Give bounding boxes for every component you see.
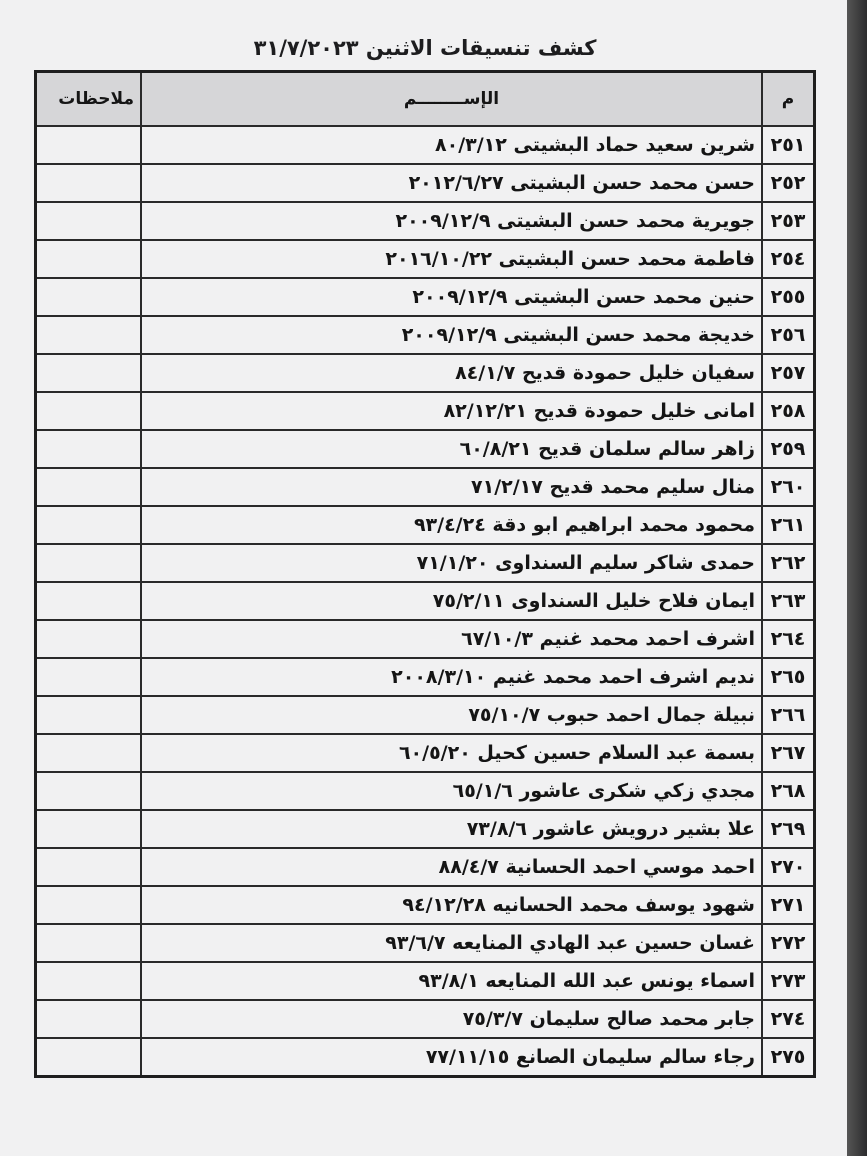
table-row — [36, 696, 815, 734]
header-notes: ملاحظات — [36, 72, 142, 127]
table-header — [36, 72, 815, 127]
row-number: ٢٥١ — [762, 126, 815, 164]
roster-table — [34, 70, 816, 1078]
row-number: ٢٦١ — [762, 506, 815, 544]
row-name: امانى خليل حمودة قديح ٨٢/١٢/٢١ — [141, 392, 762, 430]
row-number: ٢٦٠ — [762, 468, 815, 506]
row-name: جويرية محمد حسن البشيتى ٢٠٠٩/١٢/٩ — [141, 202, 762, 240]
row-name: شرين سعيد حماد البشيتى ٨٠/٣/١٢ — [141, 126, 762, 164]
table-row — [36, 164, 815, 202]
row-notes — [36, 620, 142, 658]
table-row — [36, 392, 815, 430]
table-row — [36, 924, 815, 962]
table-row — [36, 468, 815, 506]
table-row — [36, 658, 815, 696]
row-notes — [36, 354, 142, 392]
table-row — [36, 810, 815, 848]
row-name: منال سليم محمد قديح ٧١/٢/١٧ — [141, 468, 762, 506]
table-row — [36, 1038, 815, 1077]
row-number: ٢٦٣ — [762, 582, 815, 620]
table-row — [36, 734, 815, 772]
row-number: ٢٧٢ — [762, 924, 815, 962]
row-number: ٢٥٦ — [762, 316, 815, 354]
table-row — [36, 126, 815, 164]
row-notes — [36, 278, 142, 316]
row-notes — [36, 544, 142, 582]
row-notes — [36, 772, 142, 810]
table-row — [36, 1000, 815, 1038]
row-notes — [36, 506, 142, 544]
row-number: ٢٥٥ — [762, 278, 815, 316]
row-name: فاطمة محمد حسن البشيتى ٢٠١٦/١٠/٢٢ — [141, 240, 762, 278]
row-number: ٢٥٩ — [762, 430, 815, 468]
row-notes — [36, 392, 142, 430]
row-notes — [36, 164, 142, 202]
table-row — [36, 240, 815, 278]
row-name: سفيان خليل حمودة قديح ٨٤/١/٧ — [141, 354, 762, 392]
table-row — [36, 202, 815, 240]
table-row — [36, 354, 815, 392]
desk-background — [847, 0, 867, 1156]
row-name: مجدي زكي شكرى عاشور ٦٥/١/٦ — [141, 772, 762, 810]
row-notes — [36, 886, 142, 924]
row-notes — [36, 1000, 142, 1038]
row-name: حنين محمد حسن البشيتى ٢٠٠٩/١٢/٩ — [141, 278, 762, 316]
row-name: زاهر سالم سلمان قديح ٦٠/٨/٢١ — [141, 430, 762, 468]
table-row — [36, 886, 815, 924]
row-notes — [36, 658, 142, 696]
row-number: ٢٧١ — [762, 886, 815, 924]
row-name: جابر محمد صالح سليمان ٧٥/٣/٧ — [141, 1000, 762, 1038]
table-row — [36, 278, 815, 316]
row-name: شهود يوسف محمد الحسانيه ٩٤/١٢/٢٨ — [141, 886, 762, 924]
row-notes — [36, 126, 142, 164]
row-number: ٢٦٨ — [762, 772, 815, 810]
row-number: ٢٥٣ — [762, 202, 815, 240]
table-row — [36, 620, 815, 658]
table-row — [36, 772, 815, 810]
row-number: ٢٥٢ — [762, 164, 815, 202]
header-row — [36, 72, 815, 127]
row-notes — [36, 734, 142, 772]
row-notes — [36, 848, 142, 886]
row-name: اسماء يونس عبد الله المنايعه ٩٣/٨/١ — [141, 962, 762, 1000]
table-row — [36, 962, 815, 1000]
row-number: ٢٧٤ — [762, 1000, 815, 1038]
row-number: ٢٦٢ — [762, 544, 815, 582]
row-number: ٢٦٩ — [762, 810, 815, 848]
row-number: ٢٦٦ — [762, 696, 815, 734]
row-notes — [36, 316, 142, 354]
row-name: حمدى شاكر سليم السنداوى ٧١/١/٢٠ — [141, 544, 762, 582]
row-number: ٢٧٣ — [762, 962, 815, 1000]
row-name: غسان حسين عبد الهادي المنايعه ٩٣/٦/٧ — [141, 924, 762, 962]
table-row — [36, 848, 815, 886]
row-notes — [36, 202, 142, 240]
row-name: رجاء سالم سليمان الصانع ٧٧/١١/١٥ — [141, 1038, 762, 1077]
table-row — [36, 582, 815, 620]
row-name: بسمة عبد السلام حسين كحيل ٦٠/٥/٢٠ — [141, 734, 762, 772]
row-name: ايمان فلاح خليل السنداوى ٧٥/٢/١١ — [141, 582, 762, 620]
row-name: علا بشير درويش عاشور ٧٣/٨/٦ — [141, 810, 762, 848]
table-row — [36, 430, 815, 468]
row-number: ٢٦٤ — [762, 620, 815, 658]
row-name: نديم اشرف احمد محمد غنيم ٢٠٠٨/٣/١٠ — [141, 658, 762, 696]
row-notes — [36, 240, 142, 278]
row-number: ٢٧٥ — [762, 1038, 815, 1077]
row-number: ٢٦٥ — [762, 658, 815, 696]
row-notes — [36, 468, 142, 506]
row-notes — [36, 924, 142, 962]
header-number: م — [762, 72, 815, 127]
header-name: الإســــــــم — [141, 72, 762, 127]
document-title: كشف تنسيقات الاثنين ٣١/٧/٢٠٢٣ — [253, 36, 597, 60]
table-row — [36, 506, 815, 544]
row-number: ٢٥٨ — [762, 392, 815, 430]
row-notes — [36, 696, 142, 734]
table-row — [36, 316, 815, 354]
table-row — [36, 544, 815, 582]
row-number: ٢٧٠ — [762, 848, 815, 886]
row-notes — [36, 582, 142, 620]
row-number: ٢٦٧ — [762, 734, 815, 772]
row-name: اشرف احمد محمد غنيم ٦٧/١٠/٣ — [141, 620, 762, 658]
row-notes — [36, 1038, 142, 1077]
row-name: خديجة محمد حسن البشيتى ٢٠٠٩/١٢/٩ — [141, 316, 762, 354]
row-number: ٢٥٧ — [762, 354, 815, 392]
row-name: احمد موسي احمد الحسانية ٨٨/٤/٧ — [141, 848, 762, 886]
row-number: ٢٥٤ — [762, 240, 815, 278]
row-name: محمود محمد ابراهيم ابو دقة ٩٣/٤/٢٤ — [141, 506, 762, 544]
row-notes — [36, 430, 142, 468]
row-name: نبيلة جمال احمد حبوب ٧٥/١٠/٧ — [141, 696, 762, 734]
row-notes — [36, 810, 142, 848]
row-name: حسن محمد حسن البشيتى ٢٠١٢/٦/٢٧ — [141, 164, 762, 202]
table-body — [36, 126, 815, 1077]
row-notes — [36, 962, 142, 1000]
